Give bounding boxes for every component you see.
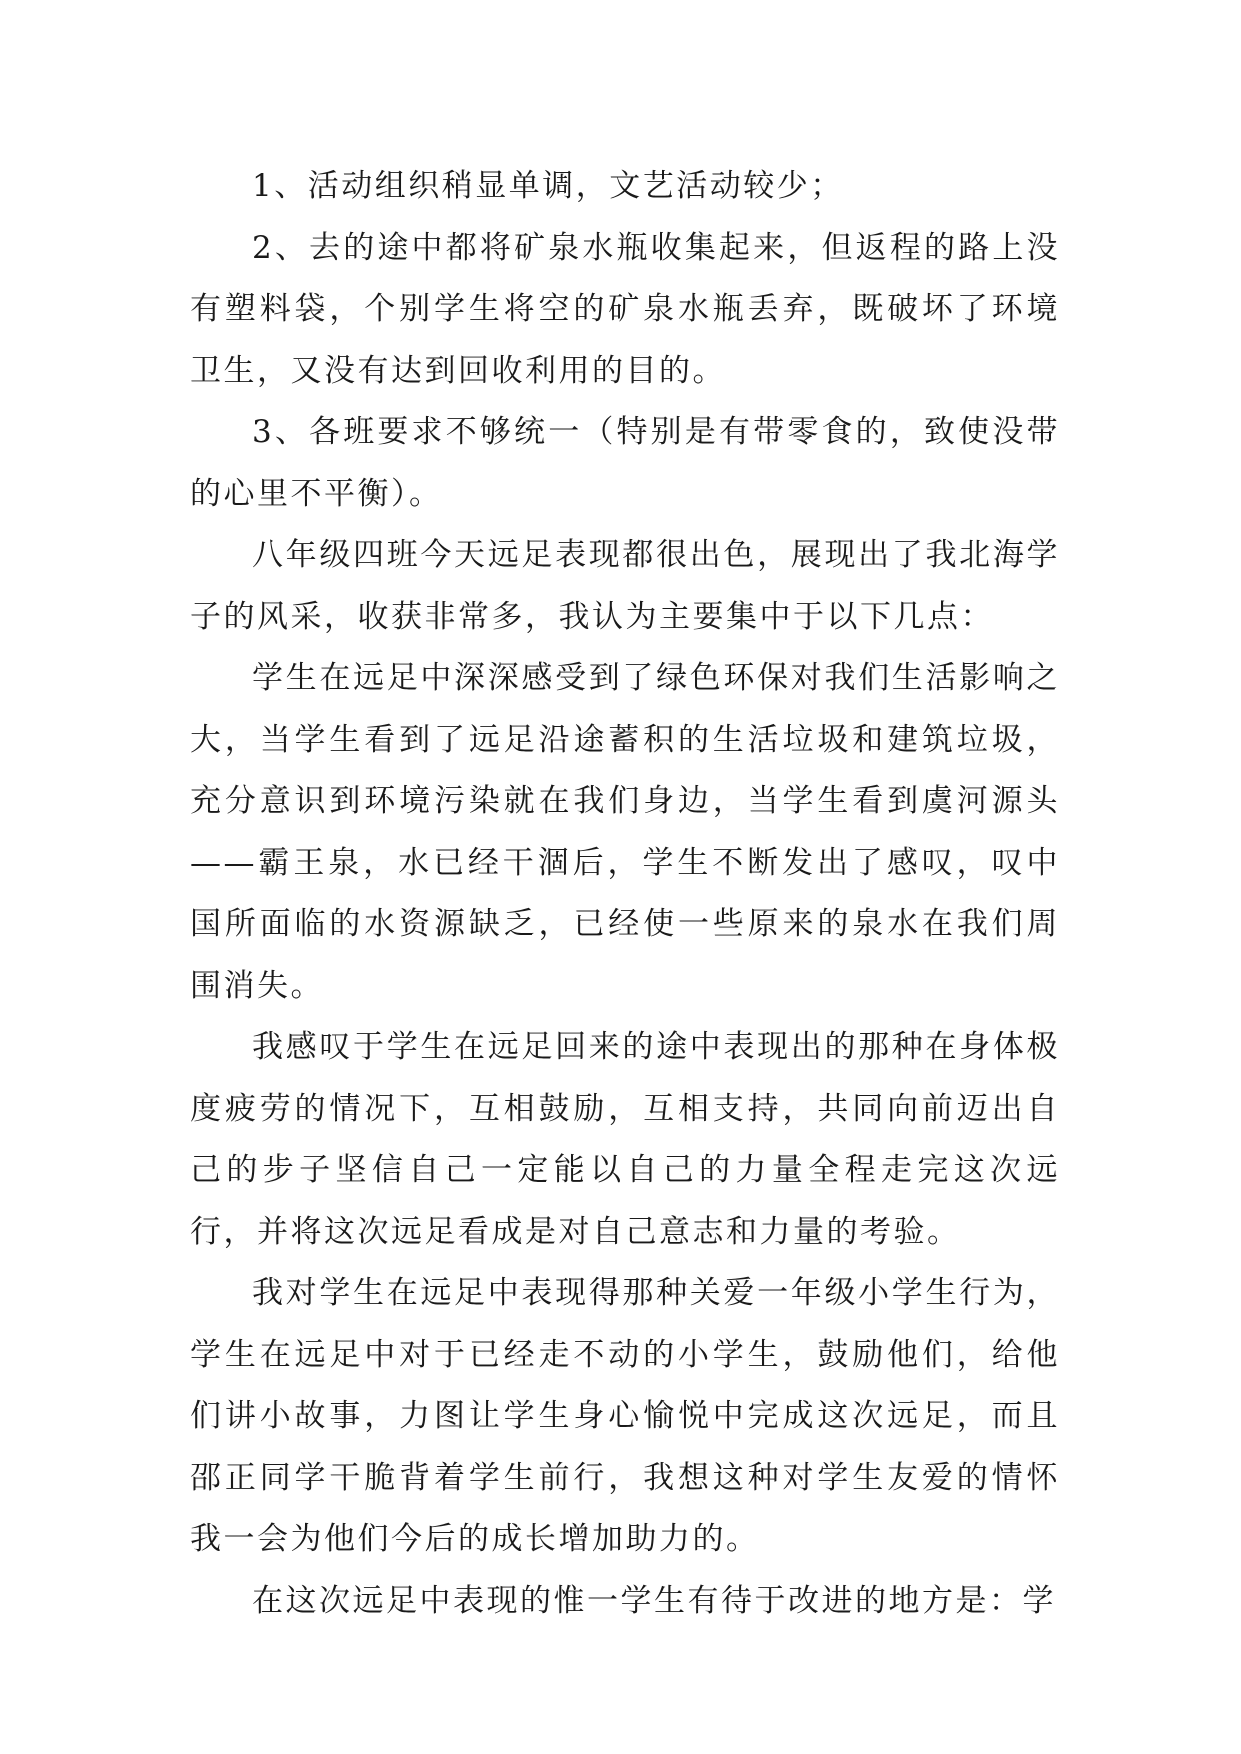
- paragraph-8: 在这次远足中表现的惟一学生有待于改进的地方是：学: [252, 1582, 1056, 1619]
- paragraph-2: 2、去的途中都将矿泉水瓶收集起来，但返程的路上没有塑料袋，个别学生将空的矿泉水瓶丢弃，既破坏了环境卫生，又没有达到回收利用的目的。: [190, 229, 1060, 389]
- document-body: [190, 156, 1060, 1632]
- paragraph-7: 我对学生在远足中表现得那种关爱一年级小学生行为，学生在远足中对于已经走不动的小学生，鼓励他们，给他们讲小故事，力图让学生身心愉悦中完成这次远足，而且邵正同学干脆背着学生前行，我想这种对学生友爱的情怀我一会为他们今后的成长增加助力的。: [190, 1275, 1060, 1557]
- paragraph-3: 3、各班要求不够统一（特别是有带零食的，致使没带的心里不平衡）。: [190, 414, 1060, 512]
- paragraph-4: 八年级四班今天远足表现都很出色，展现出了我北海学子的风采，收获非常多，我认为主要集中于以下几点：: [190, 537, 1060, 635]
- paragraph-5: 学生在远足中深深感受到了绿色环保对我们生活影响之大，当学生看到了远足沿途蓄积的生活垃圾和建筑垃圾，充分意识到环境污染就在我们身边，当学生看到虞河源头——霸王泉，水已经干涸后，学生不断发出了感叹，叹中国所面临的水资源缺乏，已经使一些原来的泉水在我们周围消失。: [190, 660, 1060, 1004]
- paragraph-1: 1、活动组织稍显单调，文艺活动较少；: [252, 168, 844, 204]
- paragraph-6: 我感叹于学生在远足回来的途中表现出的那种在身体极度疲劳的情况下，互相鼓励，互相支持，共同向前迈出自己的步子坚信自己一定能以自己的力量全程走完这次远行，并将这次远足看成是对自己意志和力量的考验。: [190, 1029, 1060, 1250]
